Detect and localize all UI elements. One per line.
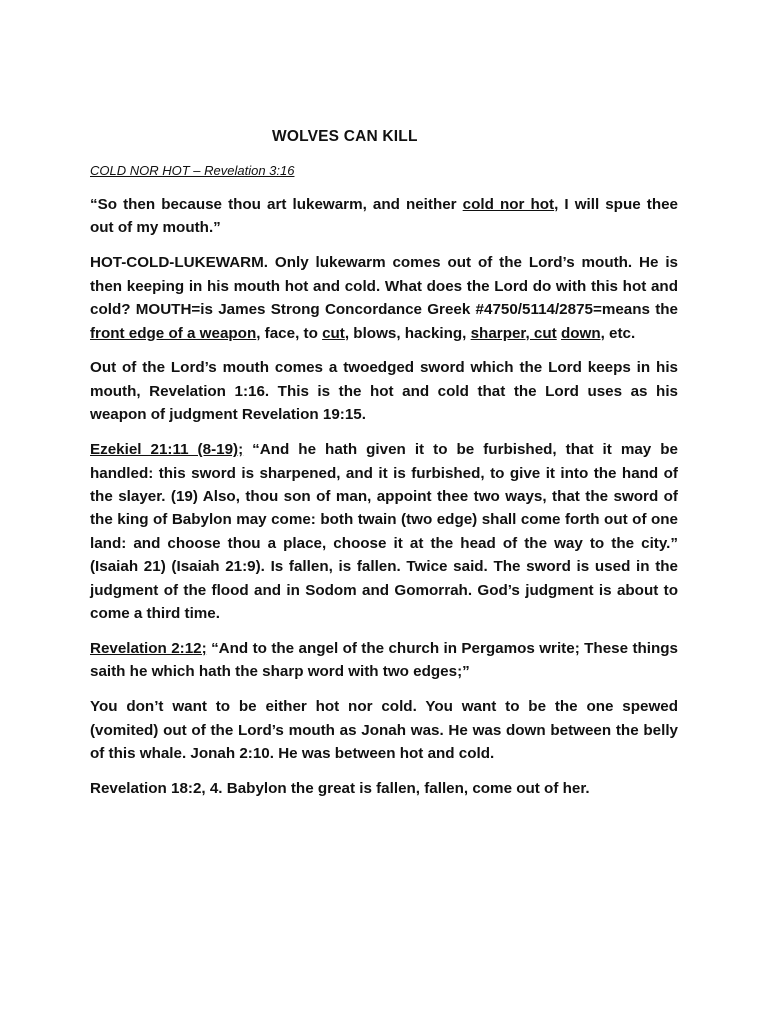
underlined-phrase: cold nor hot xyxy=(462,196,555,213)
paragraph-3: Out of the Lord’s mouth comes a twoedged sword which the Lord keeps in his mouth, Revelation 1:16. This is the hot and cold that the Lord uses as his weapon of judgment Revelation 19:15. xyxy=(90,359,678,424)
scripture-reference: Revelation 2:12; xyxy=(90,639,207,657)
paragraph-5: Revelation 2:12; “And to the angel of the church in Pergamos write; These things saith he which hath the sharp word with two edges;” xyxy=(90,639,678,681)
paragraph-7: Revelation 18:2, 4. Babylon the great is fallen, fallen, come out of her. xyxy=(90,779,590,797)
underlined-phrase: sharper, cut xyxy=(470,324,557,342)
document-title: WOLVES CAN KILL xyxy=(272,128,418,145)
paragraph-6: You don’t want to be either hot nor cold. You want to be the one spewed (vomited) out of the Lord’s mouth as Jonah was. He was down between the belly of this whale. Jonah 2:10. He was between hot and cold. xyxy=(90,698,678,763)
paragraph-1: “So then because thou art lukewarm, and neither cold nor hot, I will spue thee out of my mouth.” xyxy=(90,196,678,237)
paragraph-2: HOT-COLD-LUKEWARM. Only lukewarm comes out of the Lord’s mouth. He is then keeping in his mouth hot and cold. What does the Lord do with this hot and cold? MOUTH=is James Strong Concordance Greek #4750/5114/2875=means the front edge of a weapon, face, to cut, blows, hacking, sharper, cut down, etc. xyxy=(90,254,678,342)
scripture-reference: Ezekiel 21:11 (8-19); xyxy=(90,441,244,459)
underlined-phrase: cut xyxy=(322,324,345,342)
document-body xyxy=(90,193,678,812)
underlined-phrase: front edge of a weapon xyxy=(90,324,257,342)
paragraph-4: Ezekiel 21:11 (8-19); “And he hath given it to be furbished, that it may be handled: this sword is sharpened, and it is furbished, to give it into the hand of the slayer. (19) Also, thou son of man, appoint thee two ways, that the sword of the king of Babylon may come: both twain (two edge) shall come forth out of one land: and choose thou a place, choose it at the head of the way to the city.” (Isaiah 21) (Isaiah 21:9). Is fallen, is fallen. Twice said. The sword is used in the judgment of the flood and in Sodom and Gomorrah. God’s judgment is about to come a third time. xyxy=(90,441,678,622)
underlined-phrase: down, xyxy=(560,324,605,342)
document-subtitle: COLD NOR HOT – Revelation 3:16 xyxy=(90,163,295,178)
